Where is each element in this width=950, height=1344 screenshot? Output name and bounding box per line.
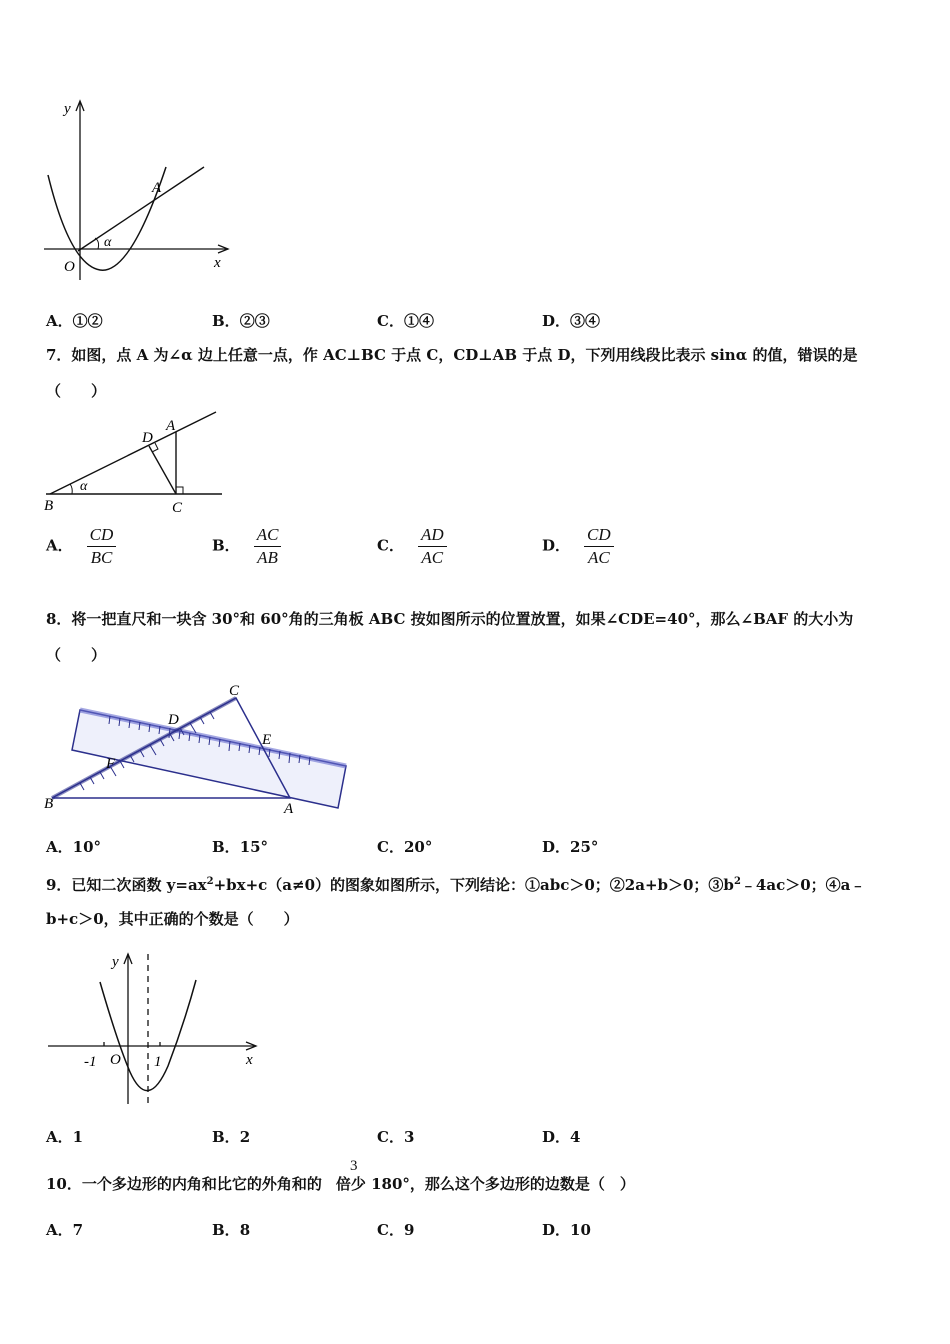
q10-option-a[interactable]: A．7 <box>46 1221 84 1239</box>
q6-option-a[interactable]: A．①② <box>46 312 103 330</box>
q8-stem-line1: 8．将一把直尺和一块含 30°和 60°角的三角板 ABC 按如图所示的位置放置，如果∠CDE=40°，那么∠BAF 的大小为 <box>46 610 854 628</box>
q7-option-a[interactable]: A． $\frac{CD}{BC}$ <box>46 524 116 569</box>
q9-label-neg1: -1 <box>84 1054 97 1070</box>
q7-d-den: AC <box>587 548 610 567</box>
q9-label-o: O <box>110 1052 121 1068</box>
q10-option-c[interactable]: C．9 <box>377 1221 415 1239</box>
q8-option-d[interactable]: D．25° <box>542 838 599 856</box>
q10-factor: 3 <box>350 1158 358 1174</box>
q7-stem-line1: 7．如图，点 A 为∠α 边上任意一点，作 AC⊥BC 于点 C，CD⊥AB 于点 D，下列用线段比表示 sinα 的值，错误的是 <box>46 346 858 364</box>
q8-option-a[interactable]: A．10° <box>46 838 102 856</box>
q7-d-num: CD <box>584 524 614 547</box>
q7-label-d: D <box>142 430 153 446</box>
q8-label-d: D <box>168 712 179 728</box>
q7-label-a: A <box>166 418 176 434</box>
q8-option-c[interactable]: C．20° <box>377 838 433 856</box>
q7-segment-cd <box>149 446 176 494</box>
q6-graph-figure <box>40 95 240 285</box>
q8-option-b[interactable]: B．15° <box>212 838 269 856</box>
q9-label-one: 1 <box>154 1054 162 1070</box>
q7-option-c[interactable]: C． $\frac{AD}{AC}$ <box>377 524 447 569</box>
q7-label-b: B <box>44 498 54 514</box>
q6-parabola <box>48 167 166 270</box>
q9-stem-line2: b+c＞0，其中正确的个数是（ ） <box>46 910 299 928</box>
q7-label-alpha: α <box>80 479 88 494</box>
q7-option-d[interactable]: D． $\frac{CD}{AC}$ <box>542 524 614 569</box>
q9-label-x: x <box>246 1052 253 1068</box>
q9-parabola-figure <box>44 948 266 1108</box>
q7-c-den: AC <box>421 548 444 567</box>
q6-option-b[interactable]: B．②③ <box>212 312 270 330</box>
q10-stem-line1: 10．一个多边形的内角和比它的外角和的 倍少 180°，那么这个多边形的边数是（ ） <box>46 1175 635 1193</box>
q9-option-a[interactable]: A．1 <box>46 1128 84 1146</box>
q8-label-c: C <box>229 683 240 699</box>
q6-label-a: A <box>152 180 162 196</box>
q7-c-num: AD <box>418 524 447 547</box>
q6-option-d[interactable]: D．③④ <box>542 312 601 330</box>
q7-triangle-figure <box>42 408 226 514</box>
q7-label-c: C <box>172 500 183 514</box>
q6-option-c[interactable]: C．①④ <box>377 312 434 330</box>
q8-ruler-triangle-figure <box>40 680 352 818</box>
q6-label-o: O <box>64 259 75 275</box>
q6-line <box>78 167 204 251</box>
q10-option-d[interactable]: D．10 <box>542 1221 591 1239</box>
q6-label-y: y <box>64 101 71 117</box>
q7-b-den: AB <box>257 548 278 567</box>
q7-a-den: BC <box>90 548 113 567</box>
q8-stem-line2: （ ） <box>46 646 107 664</box>
q8-label-f: F <box>106 756 116 772</box>
q8-label-a: A <box>284 801 294 817</box>
q9-option-b[interactable]: B．2 <box>212 1128 251 1146</box>
q7-a-num: CD <box>87 524 117 547</box>
q7-b-num: AC <box>254 524 282 547</box>
q9-label-y: y <box>112 954 119 970</box>
q6-label-x: x <box>214 255 221 271</box>
q9-option-c[interactable]: C．3 <box>377 1128 415 1146</box>
q7-option-b[interactable]: B． $\frac{AC}{AB}$ <box>212 524 281 569</box>
q8-label-e: E <box>262 732 272 748</box>
q6-label-alpha: α <box>104 235 112 250</box>
q9-option-d[interactable]: D．4 <box>542 1128 581 1146</box>
q10-option-b[interactable]: B．8 <box>212 1221 251 1239</box>
q8-label-b: B <box>44 796 54 812</box>
q7-stem-line2: （ ） <box>46 382 107 400</box>
q9-stem-line1: 9．已知二次函数 $y=ax^2+bx+c(a\ne 0)$的图象如图所示，下列结论：①abc＞0；②2a+b＞0；$③b^2﹣4ac>0$；④a﹣ <box>46 876 866 894</box>
